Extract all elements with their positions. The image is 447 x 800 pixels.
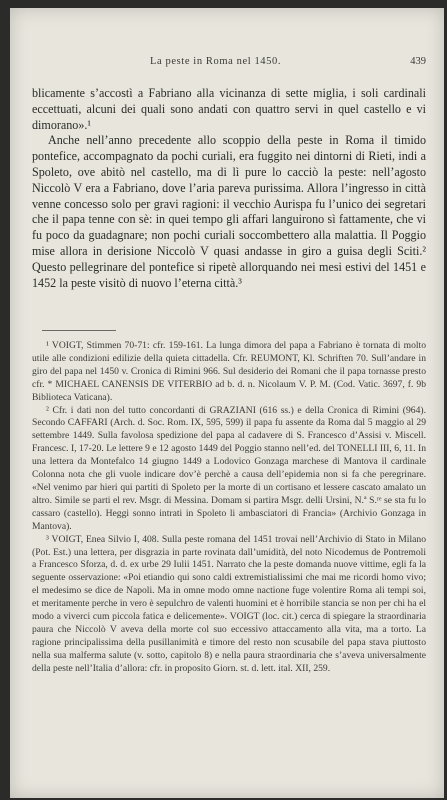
paragraph: blicamente s’accostì a Fabriano alla vicinanza di sette miglia, i soli cardinali eccettuati, alcuni dei quali sono andati con quattro servi in quel castello e vi dimorano».¹ [32,86,426,132]
footnote: ³ VOIGT, Enea Silvio I, 408. Sulla peste romana del 1451 trovai nell’Archivio di Stato in Milano (Pot. Est.) una lettera, per disgrazia in parte rovinata dall’umidità, del noto Nicodemus de Pontremoli a Francesco Sforza, d. d. ex urbe 29 Iulii 1451. Narrato che la peste domanda nuove vittime, egli fa la seguente osservazione: «Poi etiandio qui sono caldi extremistialissimi che mai me ricordi homo vivo; el medesimo se dice de Napoli. Ma in omne modo omne nactione fuge volentire Roma ali tempi soi, et meritamente perche in vero è sepulchro de valenti huomini et è horribile stancia se non per chi ha el modo a viverci cum piccola fatica e delicemente». VOIGT (loc. cit.) cerca di spiegare la straordinaria paura che Niccolò V aveva della morte col suo eccessivo attaccamento alla vita, ma a torto. La ragione principalissima della pusillanimità e timore del resto non scusabile del papa stava piuttosto nella sua malferma salute (v. sotto, capitolo 8) e nella paura straordinaria che s’aveva universalmente della peste nell’Italia d’allora: cfr. in proposito Giorn. st. d. lett. ital. XII, 259. [32,533,426,674]
page-number: 439 [410,56,426,67]
running-title: La peste in Roma nel 1450. [150,56,282,67]
footnote: ¹ VOIGT, Stimmen 70-71: cfr. 159-161. La lunga dimora del papa a Fabriano è tornata di molto utile alle condizioni edilizie della quieta cittadella. Cfr. REUMONT, Kl. Schriften 70. Sull’andare in giro del papa nel 1450 v. Cronica di Rimini 966. Sul desiderio dei Romani che il papa tornasse presto cfr. * MICHAEL CANENSIS DE VITERBIO ad b. d. n. Nicolaum V. P. M. (Cod. Vatic. 3697, f. 9b Biblioteca Vaticana). [32,340,426,403]
footnote-separator [42,330,116,331]
main-text [32,86,426,291]
book-page [10,8,444,798]
footnote: ² Cfr. i dati non del tutto concordanti di GRAZIANI (616 ss.) e della Cronica di Rimini (964). Secondo CAFFARI (Arch. d. Soc. Rom. IX, 595, 599) il papa fu assente da Roma dal 5 maggio al 29 settembre 1449. Sulla favolosa spedizione del papa al cadavere di S. Francesco d’Assisi v. Miscell. Francesc. I, 17-20. Le lettere 9 e 12 agosto 1449 del Poggio stanno nell’ed. del TONELLI III, 6, 11. In una lettera da Montefalco 14 giugno 1449 a Lodovico Gonzaga marchese di Mantova il cardinale Colonna nota che gli vuole indicare dov’è perchè a causa dell’epidemia non si fa che peregrinare. «Nel venimo par hieri qui partiti di Spoleto per la morte di un cortisano et lessere cascato amalato un altro. Simile se parti el rev. Msgr. di Messina. Domam si partira Msgr. delli Ursini, N.ª S.ʳᵉ se sta fu lo cassaro (castello). Heggi sonno intrati in Spoleto li ambasciatori di Francia» (Archivio Gonzaga in Mantova). [32,404,426,532]
footnotes [32,340,426,676]
running-header [10,56,444,72]
paragraph: Anche nell’anno precedente allo scoppio della peste in Roma il timido pontefice, accompagnato da pochi curiali, era fuggito nei dintorni di Rieti, indi a Spoleto, ove abitò nel castello, ma di lì pure lo cacciò la peste: nell’agosto Niccolò V era a Fabriano, dove l’aria pareva purissima. Allora l’ingresso in città venne concesso solo per gravi ragioni: il vecchio Aurispa fu l’unico dei segretari che il papa tenne con sè: in quei tempo gli affari languirono sì fattamente, che vi fu poco da guadagnare; non pochi curiali soccombettero alla malattia. Il Poggio mise allora in derisione Niccolò V quasi andasse in giro a guisa degli Sciti.² Questo pellegrinare del pontefice si ripetè allorquando nei mesi estivi del 1451 e 1452 la peste visitò di nuovo l’eterna città.³ [32,133,426,290]
